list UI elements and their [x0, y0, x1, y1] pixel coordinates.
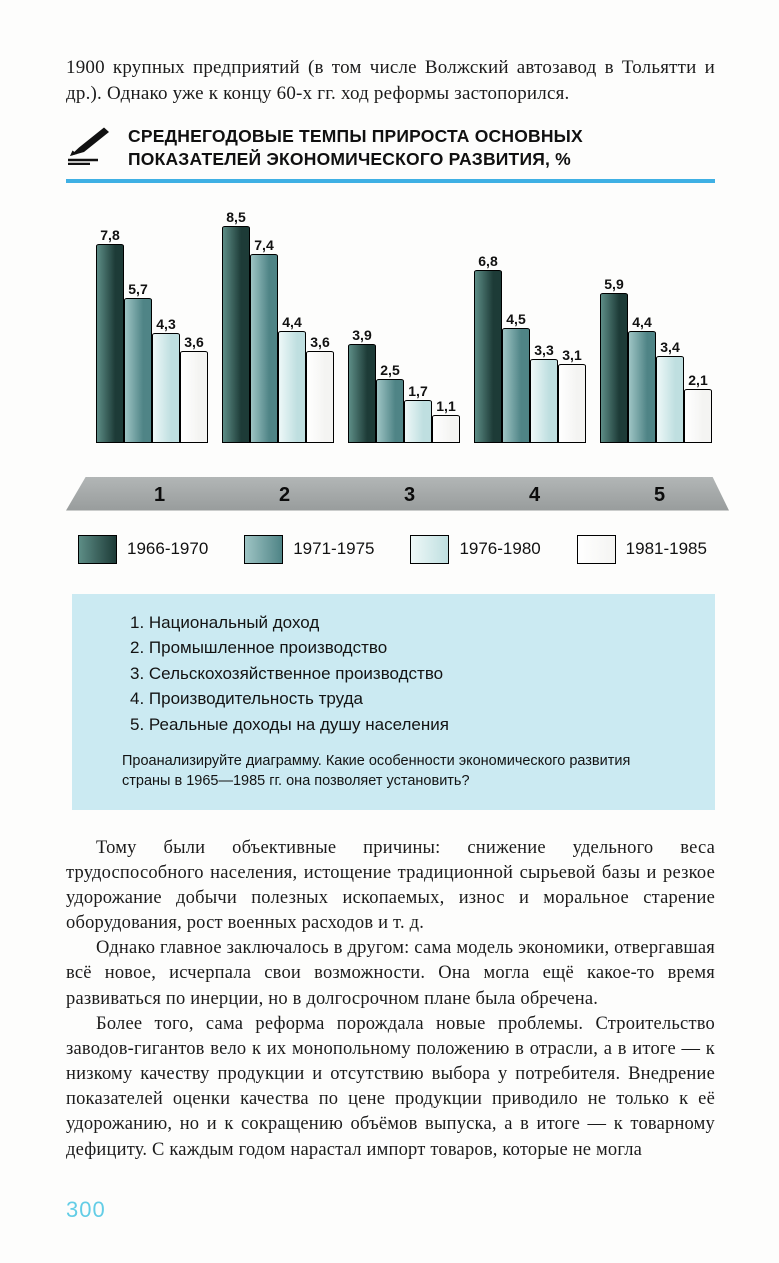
bar-value-label: 3,9	[352, 326, 372, 343]
bar-wrap	[376, 361, 404, 443]
bar-wrap	[432, 397, 460, 443]
group-number-3: 3	[403, 483, 416, 506]
analysis-question: Проанализируйте диаграмму. Какие особенности экономического развития страны в 1965—1985 гг. она позволяет установить?	[122, 753, 631, 790]
bar-1971-1975	[502, 328, 530, 443]
legend-label: 1976-1980	[459, 539, 541, 559]
intro-paragraph: 1900 крупных предприятий (в том числе Волжский автозавод в Тольятти и др.). Однако уже к концу 60-х гг. ход реформы застопорился.	[66, 57, 715, 105]
bar-value-label: 3,6	[310, 333, 330, 350]
bar-1976-1980	[152, 333, 180, 443]
legend-swatch-1981-1985	[577, 535, 616, 564]
chart-title-line-1: СРЕДНЕГОДОВЫЕ ТЕМПЫ ПРИРОСТА ОСНОВНЫХ	[128, 126, 583, 147]
group-number-5: 5	[653, 483, 666, 506]
group-number-2: 2	[278, 483, 291, 506]
bar-group-2	[222, 208, 334, 443]
writing-pen-icon	[66, 125, 114, 170]
bar-wrap	[278, 313, 306, 443]
bar-1976-1980	[278, 331, 306, 443]
bar-value-label: 1,1	[436, 397, 456, 414]
group-number-1: 1	[153, 483, 166, 506]
chart-title	[128, 125, 583, 171]
legend-item	[244, 535, 374, 564]
bar-value-label: 2,1	[688, 371, 708, 388]
bar-1966-1970	[222, 226, 250, 443]
bar-1981-1985	[432, 415, 460, 443]
legend-item	[78, 535, 208, 564]
chart-notes-box	[72, 594, 715, 810]
bar-value-label: 3,3	[534, 341, 554, 358]
bar-1971-1975	[628, 331, 656, 443]
bar-1981-1985	[180, 351, 208, 443]
bar-wrap	[306, 333, 334, 443]
bar-wrap	[250, 236, 278, 443]
legend-item	[577, 535, 707, 564]
bar-value-label: 7,8	[100, 226, 120, 243]
bar-value-label: 4,4	[282, 313, 302, 330]
chart-group-numbers	[104, 484, 715, 507]
note-item: 5. Реальные доходы на душу населения	[130, 714, 449, 734]
bar-value-label: 2,5	[380, 361, 400, 378]
legend-swatch-1976-1980	[410, 535, 449, 564]
bar-group-3	[348, 326, 460, 443]
bar-1976-1980	[404, 400, 432, 443]
bar-group-1	[96, 226, 208, 443]
bar-chart	[74, 205, 715, 511]
bar-wrap	[180, 333, 208, 443]
bar-1971-1975	[250, 254, 278, 443]
bar-value-label: 3,4	[660, 338, 680, 355]
bar-wrap	[348, 326, 376, 443]
bar-wrap	[404, 382, 432, 443]
bar-wrap	[222, 208, 250, 443]
chart-title-line-2: ПОКАЗАТЕЛЕЙ ЭКОНОМИЧЕСКОГО РАЗВИТИЯ, %	[128, 148, 571, 169]
bar-wrap	[502, 310, 530, 443]
chart-legend	[78, 535, 707, 564]
bar-value-label: 5,7	[128, 280, 148, 297]
group-number-4: 4	[528, 483, 541, 506]
bar-1971-1975	[376, 379, 404, 443]
bar-wrap	[124, 280, 152, 443]
header-rule	[66, 179, 715, 183]
page-number: 300	[66, 1196, 106, 1222]
bar-group-4	[474, 252, 586, 443]
legend-item	[410, 535, 540, 564]
bar-value-label: 4,4	[632, 313, 652, 330]
bar-1966-1970	[600, 293, 628, 443]
bar-wrap	[96, 226, 124, 443]
bar-value-label: 6,8	[478, 252, 498, 269]
bar-wrap	[628, 313, 656, 443]
note-item: 4. Производительность труда	[130, 689, 363, 709]
note-item: 1. Национальный доход	[130, 612, 320, 632]
bar-1966-1970	[348, 344, 376, 443]
bar-value-label: 3,1	[562, 346, 582, 363]
body-text	[66, 836, 715, 1163]
note-item: 3. Сельскохозяйственное производство	[130, 663, 444, 683]
bar-value-label: 5,9	[604, 275, 624, 292]
bar-1981-1985	[558, 364, 586, 443]
bar-wrap	[530, 341, 558, 443]
bar-1976-1980	[530, 359, 558, 443]
bar-value-label: 4,3	[156, 315, 176, 332]
body-paragraph: Однако главное заключалось в другом: сама модель экономики, отвергавшая всё новое, исчерпала свои возможности. Она могла ещё какое-то время развиваться по инерции, но в долгосрочном плане была обречена.	[66, 938, 715, 1009]
note-item: 2. Промышленное производство	[130, 638, 388, 658]
bar-value-label: 4,5	[506, 310, 526, 327]
body-paragraph: Более того, сама реформа порождала новые проблемы. Строительство заводов-гигантов вело к их монопольному положению в отрасли, а в итоге — к низкому качеству продукции и отсутствию выбора у потребителя. Внедрение показателей оценки качества по цене продукции приводило не только к её удорожанию, но и к сокращению объёмов выпуска, а в итоге — к товарному дефициту. С каждым годом нарастал импорт товаров, которые не могла	[66, 1013, 715, 1160]
bar-1971-1975	[124, 298, 152, 443]
legend-swatch-1966-1970	[78, 535, 117, 564]
bar-1981-1985	[306, 351, 334, 443]
legend-swatch-1971-1975	[244, 535, 283, 564]
bar-wrap	[152, 315, 180, 443]
legend-label: 1981-1985	[625, 539, 707, 559]
bar-wrap	[474, 252, 502, 443]
bar-1976-1980	[656, 356, 684, 443]
bar-value-label: 7,4	[254, 236, 274, 253]
chart-bars	[74, 205, 715, 443]
bar-wrap	[600, 275, 628, 443]
bar-1966-1970	[96, 244, 124, 443]
bar-wrap	[684, 371, 712, 443]
bar-value-label: 3,6	[184, 333, 204, 350]
bar-value-label: 8,5	[226, 208, 246, 225]
bar-wrap	[558, 346, 586, 443]
bar-group-5	[600, 275, 712, 443]
bar-wrap	[656, 338, 684, 443]
legend-label: 1971-1975	[293, 539, 375, 559]
chart-header	[66, 125, 715, 171]
bar-1981-1985	[684, 389, 712, 443]
body-paragraph: Тому были объективные причины: снижение удельного веса трудоспособного населения, истощение традиционной сырьевой базы и резкое удорожание добычи полезных ископаемых, износ и моральное старение оборудования, рост военных расходов и т. д.	[66, 837, 715, 934]
bar-value-label: 1,7	[408, 382, 428, 399]
legend-label: 1966-1970	[127, 539, 209, 559]
bar-1966-1970	[474, 270, 502, 443]
